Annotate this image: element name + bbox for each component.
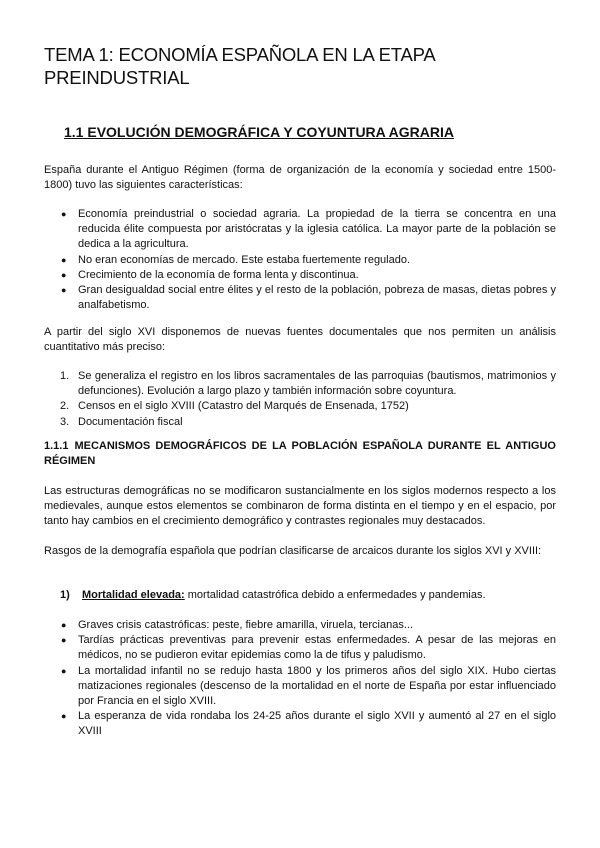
list-item: ● No eran economías de mercado. Este estaba fuertemente regulado. (60, 253, 556, 268)
traits-paragraph: Rasgos de la demografía española que podrían clasificarse de arcaicos durante los siglos XVI y XVIII: (44, 545, 542, 557)
mortality-list (60, 618, 556, 740)
bullet-icon: ● (61, 635, 67, 646)
list-item: ● Economía preindustrial o sociedad agraria. La propiedad de la tierra se concentra en una reducida élite compuesta por aristócratas y la iglesia católica. La mayor parte de la población se dedica a la agricultura. (61, 208, 556, 251)
structures-paragraph: Las estructuras demográficas no se modificaron sustancialmente en los siglos modernos respecto a los medievales, aunque estos elementos se combinaron de forma distinta en el tiempo y en el espacio, por tanto hay cambios en el crecimiento demográfico y contrastes regionales muy destacados. (44, 485, 556, 528)
sources-list (60, 369, 556, 430)
section-heading: 1.1 EVOLUCIÓN DEMOGRÁFICA Y COYUNTURA AGRARIA (64, 124, 454, 140)
bullet-icon: ● (61, 254, 67, 265)
intro-paragraph: España durante el Antiguo Régimen (forma de organización de la economía y sociedad entre 1500-1800) tuvo las siguientes características: (44, 164, 556, 192)
bullet-icon: ● (61, 620, 67, 630)
list-item: ● La mortalidad infantil no se redujo hasta 1800 y los primeros años del siglo XIX. Hubo ciertas matizaciones regionales (descenso de la mortalidad en el norte de España por estar influenciado por Francia en el siglo XVIII. (61, 664, 556, 708)
document-title: TEMA 1: ECONOMÍA ESPAÑOLA EN LA ETAPA PREINDUSTRIAL (44, 44, 435, 88)
bullet-icon: ● (61, 269, 67, 280)
list-item: 3. Documentación fiscal (60, 415, 183, 428)
list-item: 1. Se generaliza el registro en los libros sacramentales de las parroquias (bautismos, matrimonios y defunciones). Evolución a largo plazo y también información sobre coyuntura. (60, 370, 556, 398)
mortality-point: 1) Mortalidad elevada: mortalidad catastrófica debido a enfermedades y pandemias. (60, 589, 486, 601)
bullet-icon: ● (61, 665, 67, 676)
list-item: 2. Censos en el siglo XVIII (Catastro del Marqués de Ensenada, 1752) (60, 400, 409, 413)
list-item: ● La esperanza de vida rondaba los 24-25 años durante el siglo XVII y aumentó al 27 en el siglo XVIII (61, 710, 556, 738)
bullet-icon: ● (61, 711, 67, 722)
sources-intro-paragraph: A partir del siglo XVI disponemos de nuevas fuentes documentales que nos permiten un análisis cuantitativo más preciso: (44, 326, 556, 354)
list-item: ● Graves crisis catastróficas: peste, fiebre amarilla, viruela, tercianas... (60, 618, 556, 633)
list-item: ● Gran desigualdad social entre élites y el resto de la población, pobreza de masas, dietas pobres y analfabetismo. (61, 284, 556, 312)
list-item: ● Tardías prácticas preventivas para prevenir estas enfermedades. A pesar de las mejoras en médicos, no se pudieron evitar epidemias como la de tifus y paludismo. (61, 634, 556, 662)
characteristics-list (60, 207, 556, 313)
subsection-heading: 1.1.1 MECANISMOS DEMOGRÁFICOS DE LA POBLACIÓN ESPAÑOLA DURANTE EL ANTIGUO RÉGIMEN (44, 440, 556, 468)
bullet-icon: ● (61, 209, 67, 219)
list-item: ● Crecimiento de la economía de forma lenta y discontinua. (60, 268, 556, 283)
bullet-icon: ● (61, 285, 67, 296)
